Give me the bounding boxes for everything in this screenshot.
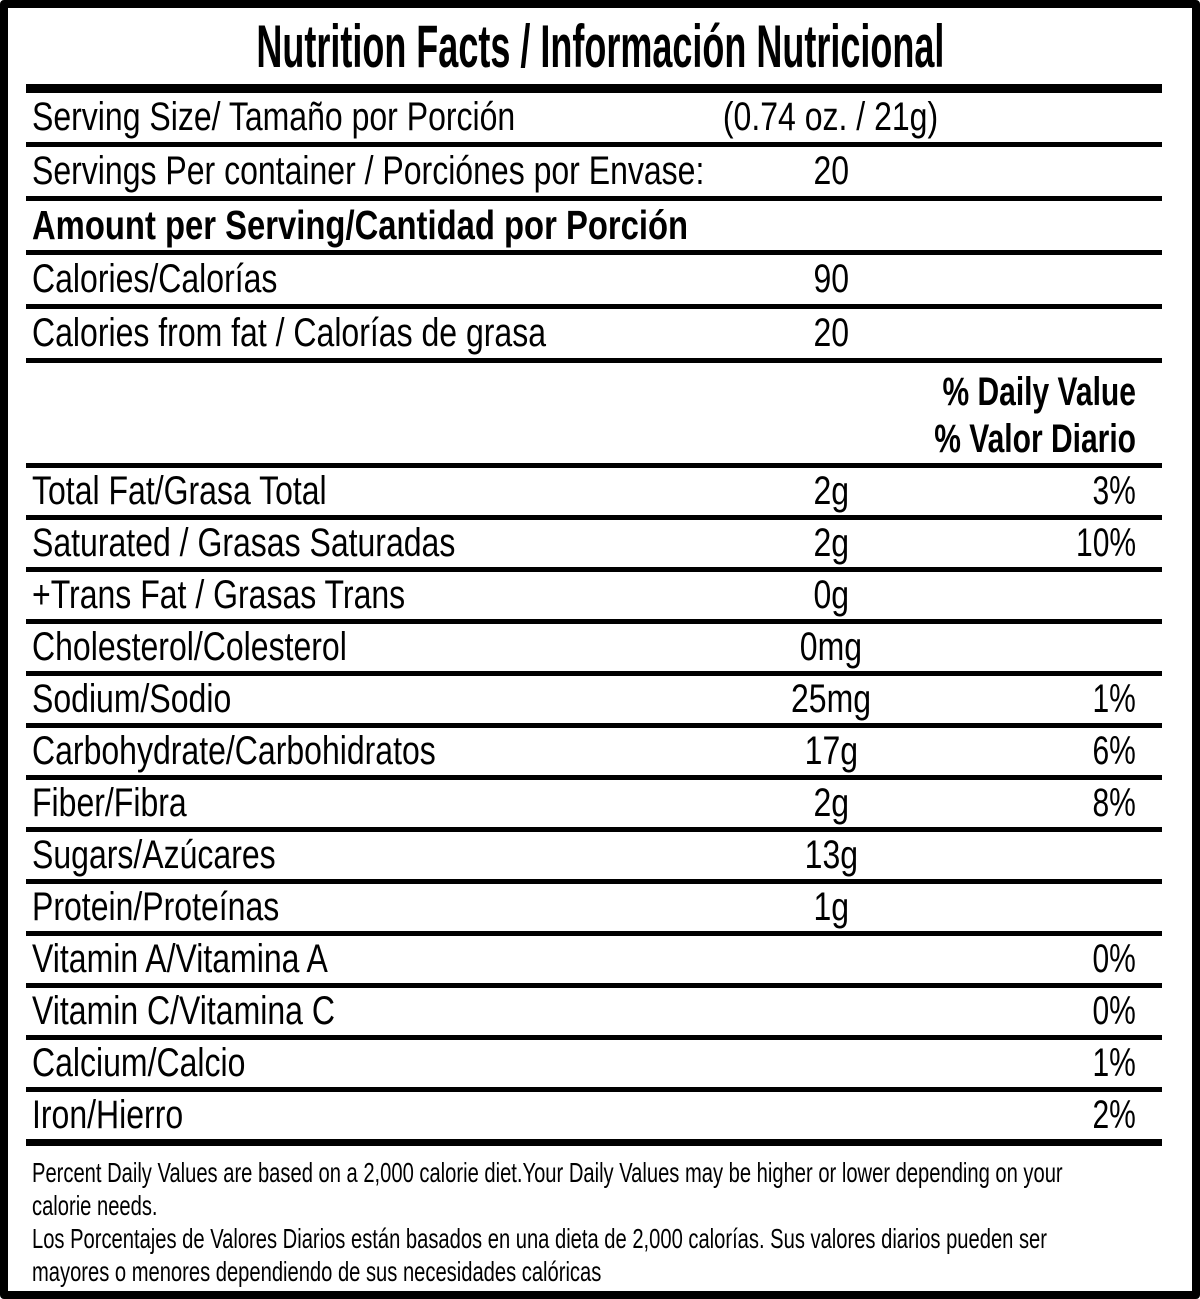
row-vitamin-c [8,988,1192,1035]
total-fat-dv-cell [1078,468,1136,515]
sugars-amount-cell [636,832,1027,879]
servings-per-container-value: 20 [813,149,849,193]
total-fat-amount-cell [636,468,1027,515]
sodium-dv-cell [1078,676,1136,723]
iron-dv: 2% [1092,1093,1136,1137]
daily-value-header [8,363,1192,463]
iron-label: Iron/Hierro [32,1093,184,1137]
serving-size-value-cell [636,93,1027,142]
footer-divider [26,1139,1162,1146]
carbohydrate-amount-cell [636,728,1027,775]
calories-from-fat-value: 20 [813,311,849,355]
row-fiber [8,780,1192,827]
iron-dv-cell [1078,1092,1136,1139]
row-vitamin-a [8,936,1192,983]
vitamin-c-label: Vitamin C/Vitamina C [32,989,335,1033]
calcium-dv-cell [1078,1040,1136,1087]
label-title [8,8,1192,84]
sodium-label: Sodium/Sodio [32,677,232,721]
total-fat-label: Total Fat/Grasa Total [32,469,327,513]
fiber-dv-cell [1078,780,1136,827]
row-calcium [8,1040,1192,1087]
servings-per-container-label: Servings Per container / Porciónes por Envase: [32,149,705,193]
calories-value-cell [636,255,1027,304]
calories-from-fat-value-cell [636,309,1027,358]
saturated-fat-dv: 10% [1075,521,1136,565]
daily-value-header-en-line [8,369,1136,416]
fiber-label: Fiber/Fibra [32,781,187,825]
carbohydrate-dv: 6% [1092,729,1136,773]
calcium-label: Calcium/Calcio [32,1041,246,1085]
row-calories [8,255,1192,304]
row-cholesterol [8,624,1192,671]
sodium-dv: 1% [1092,677,1136,721]
saturated-fat-amount-cell [636,520,1027,567]
footnote-line-text: mayores o menores dependiendo de sus necesidades calóricas [32,1255,602,1287]
footnote-line-text: Percent Daily Values are based on a 2,000 calorie diet.Your Daily Values may be higher or lower depending on your [32,1156,1063,1188]
daily-value-header-en: % Daily Value [942,370,1136,414]
serving-size-label: Serving Size/ Tamaño por Porción [32,95,516,139]
serving-size-value: (0.74 oz. / 21g) [723,95,939,139]
fiber-amount-cell [636,780,1027,827]
vitamin-c-dv: 0% [1092,989,1136,1033]
footnote [8,1146,1192,1288]
carbohydrate-label: Carbohydrate/Carbohidratos [32,729,436,773]
footnote-line [32,1222,1172,1255]
title-divider [26,84,1162,93]
row-iron [8,1092,1192,1139]
sugars-label: Sugars/Azúcares [32,833,276,877]
carbohydrate-amount: 17g [804,729,858,773]
label-title-text: Nutrition Facts / Información Nutricional [255,12,945,80]
row-saturated-fat [8,520,1192,567]
trans-fat-amount-cell [636,572,1027,619]
cholesterol-label: Cholesterol/Colesterol [32,625,347,669]
saturated-fat-amount: 2g [813,521,849,565]
calories-from-fat-label: Calories from fat / Calorías de grasa [32,311,546,355]
total-fat-dv: 3% [1092,469,1136,513]
trans-fat-label: +Trans Fat / Grasas Trans [32,573,406,617]
protein-label: Protein/Proteínas [32,885,280,929]
calories-label: Calories/Calorías [32,257,278,301]
row-total-fat [8,468,1192,515]
servings-per-container-value-cell [636,147,1027,196]
daily-value-header-es-line [8,416,1136,463]
row-amount-per-serving-heading [8,201,1192,250]
saturated-fat-dv-cell [1056,520,1136,567]
saturated-fat-label: Saturated / Grasas Saturadas [32,521,456,565]
vitamin-a-dv: 0% [1092,937,1136,981]
protein-amount: 1g [813,885,849,929]
calcium-dv: 1% [1092,1041,1136,1085]
fiber-dv: 8% [1092,781,1136,825]
footnote-line-text: Los Porcentajes de Valores Diarios están basados en una dieta de 2,000 calorías. Sus valores diarios pueden ser [32,1222,1047,1254]
carbohydrate-dv-cell [1078,728,1136,775]
amount-per-serving-heading: Amount per Serving/Cantidad por Porción [32,202,689,248]
row-serving-size [8,93,1192,142]
vitamin-c-dv-cell [1078,988,1136,1035]
sodium-amount: 25mg [790,677,871,721]
protein-amount-cell [636,884,1027,931]
daily-value-header-es: % Valor Diario [934,417,1136,461]
calories-value: 90 [813,257,849,301]
cholesterol-amount-cell [636,624,1027,671]
fiber-amount: 2g [813,781,849,825]
footnote-line [32,1255,1172,1288]
row-servings-per-container [8,147,1192,196]
row-sugars [8,832,1192,879]
vitamin-a-dv-cell [1078,936,1136,983]
row-calories-from-fat [8,309,1192,358]
row-trans-fat [8,572,1192,619]
footnote-line-text: calorie needs. [32,1189,158,1221]
sugars-amount: 13g [804,833,858,877]
footnote-line [32,1189,1172,1222]
footnote-line [32,1156,1172,1189]
trans-fat-amount: 0g [813,573,849,617]
cholesterol-amount: 0mg [799,625,862,669]
row-protein [8,884,1192,931]
row-sodium [8,676,1192,723]
vitamin-a-label: Vitamin A/Vitamina A [32,937,328,981]
total-fat-amount: 2g [813,469,849,513]
row-carbohydrate [8,728,1192,775]
sodium-amount-cell [636,676,1027,723]
